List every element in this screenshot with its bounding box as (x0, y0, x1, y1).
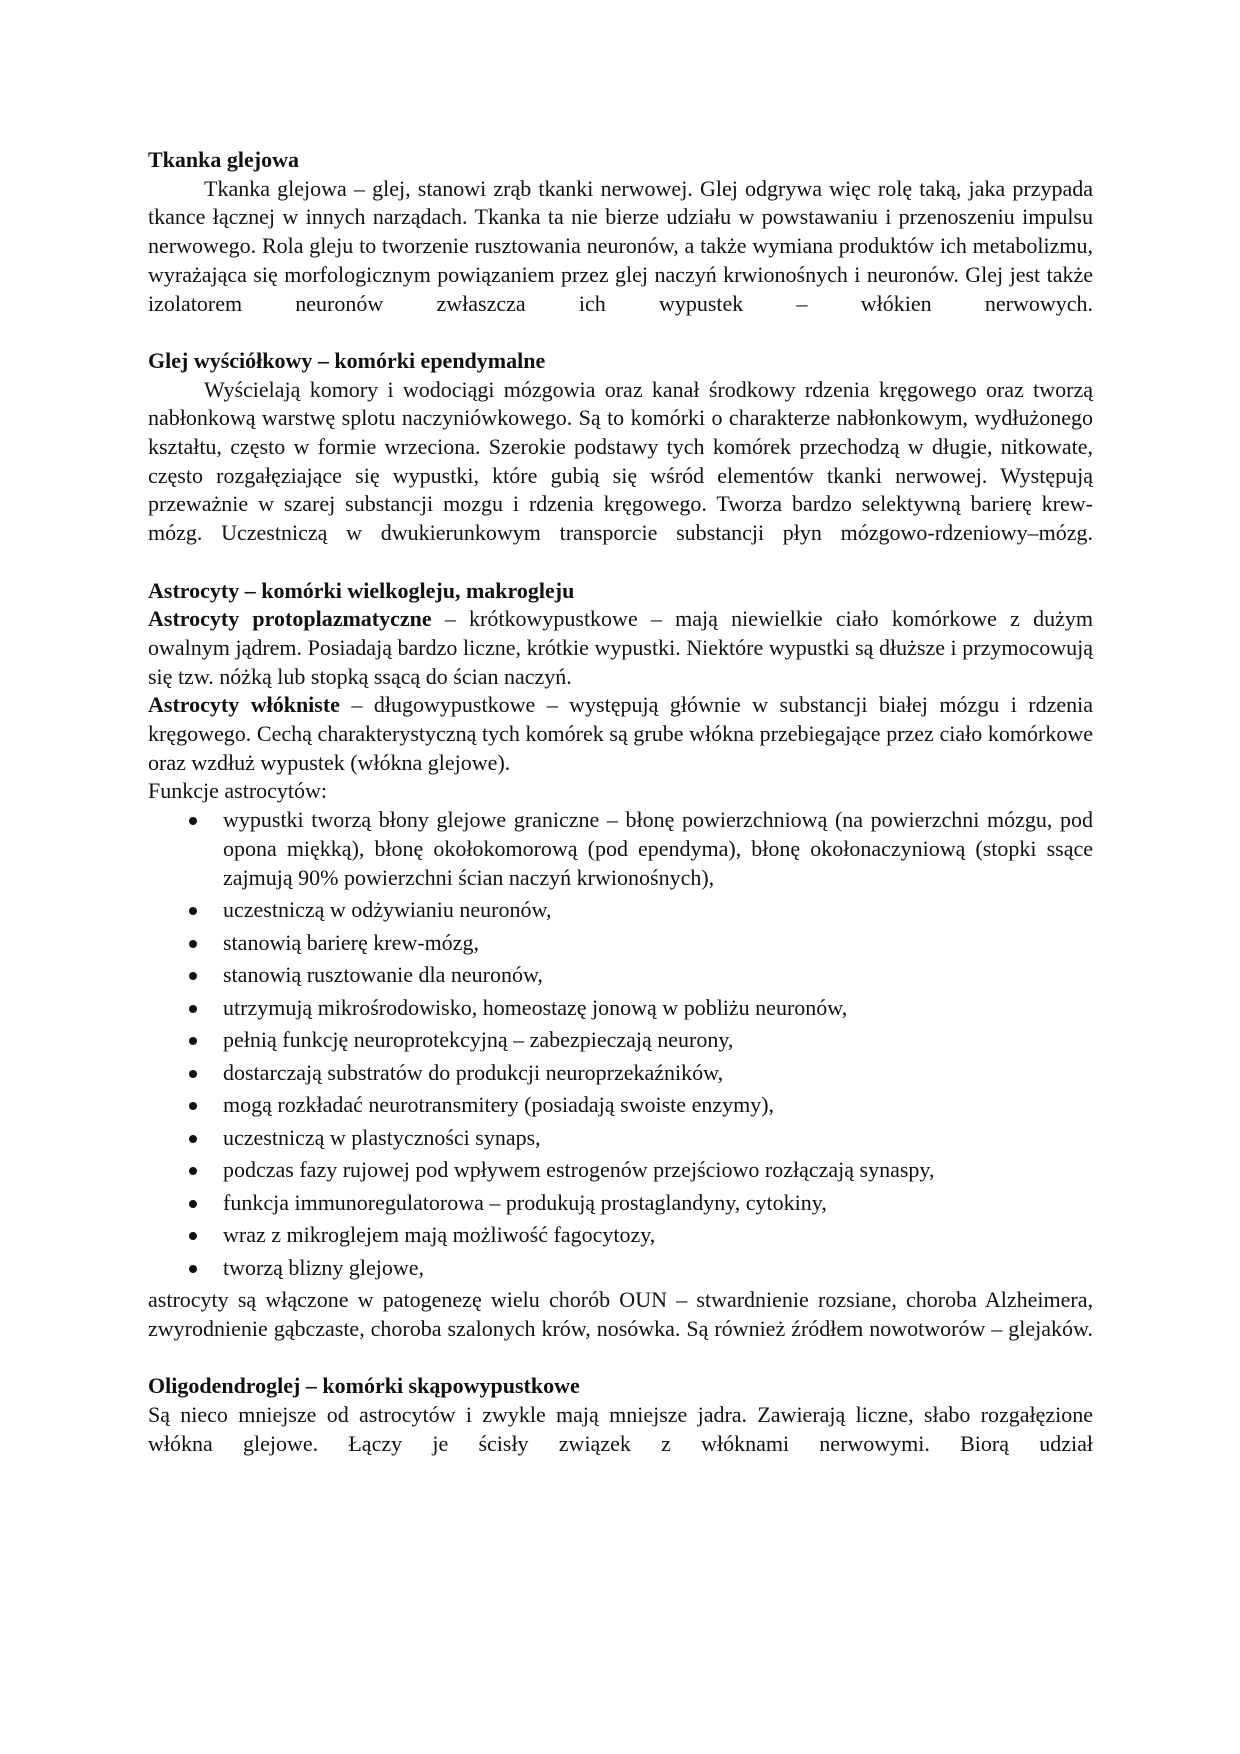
document-page (148, 146, 1093, 1458)
bullet-icon (189, 1135, 197, 1143)
bullet-icon (189, 972, 197, 980)
term-astrocyty-protoplazmatyczne: Astrocyty protoplazmatyczne (148, 606, 432, 632)
label-funkcje-astrocytow: Funkcje astrocytów: (148, 778, 328, 804)
paragraph-astrocyty-choroby: astrocyty są włączone w patogenezę wielu chorób OUN – stwardnienie rozsiane, choroba Alzheimera, zwyrodnienie gąbczaste, choroba szalonych krów, nosówka. Są również źródłem nowotworów – glejaków. (148, 1287, 1093, 1341)
list-item-text: wraz z mikroglejem mają możliwość fagocytozy, (223, 1222, 656, 1248)
spacer (148, 1343, 1093, 1372)
list-item (148, 1156, 1093, 1185)
definition-astrocyty-wlokniste: – długowypustkowe – występują głównie w substancji białej mózgu i rdzenia kręgowego. Cechą charakterystyczną tych komórek są grube włókna przebiegające przez ciało komórkowe oraz wzdłuż wypustek (włókna glejowe). (148, 692, 1094, 775)
list-item-text: wypustki tworzą błony glejowe graniczne – błonę powierzchniową (na powierzchni mózgu, pod opona miękką), błonę okołokomorową (pod ependyma), błonę okołonaczyniową (stopki ssące zajmują 90% powierzchni ścian naczyń krwionośnych), (223, 807, 1093, 890)
functions-list (148, 806, 1093, 1282)
paragraph-glej-wysciolkowy: Wyścielają komory i wodociągi mózgowia oraz kanał środkowy rdzenia kręgowego oraz tworzą nabłonkową warstwę splotu naczyniówkowego. Są to komórki o charakterze nabłonkowym, wydłużonego kształtu, często w formie wrzeciona. Szerokie podstawy tych komórek przechodzą w długie, nitkowate, często rozgałęziające się wypustki, które gubią się wśród elementów tkanki nerwowej. Występują przeważnie w szarej substancji mozgu i rdzenia kręgowego. Tworza bardzo selektywną barierę krew-mózg. Uczestniczą w dwukierunkowym transporcie substancji płyn mózgowo-rdzeniowy–mózg. (148, 376, 1093, 546)
bullet-icon (189, 817, 197, 825)
bullet-icon (189, 1200, 197, 1208)
list-item (148, 1091, 1093, 1120)
bullet-icon (189, 1070, 197, 1078)
list-item (148, 961, 1093, 990)
spacer (148, 548, 1093, 577)
list-item (148, 1254, 1093, 1283)
list-item-text: uczestniczą w odżywianiu neuronów, (223, 897, 552, 923)
heading-tkanka-glejowa: Tkanka glejowa (148, 147, 299, 172)
bullet-icon (189, 1167, 197, 1175)
spacer (148, 318, 1093, 347)
list-item-text: stanowią rusztowanie dla neuronów, (223, 962, 543, 988)
list-item-text: mogą rozkładać neurotransmitery (posiadają swoiste enzymy), (223, 1092, 775, 1118)
paragraph-oligodendroglej: Są nieco mniejsze od astrocytów i zwykle mają mniejsze jadra. Zawierają liczne, słabo rozgałęzione włókna glejowe. Łączy je ścisły związek z włóknami nerwowymi. Biorą udział (148, 1401, 1093, 1456)
heading-astrocyty: Astrocyty – komórki wielkogleju, makrogleju (148, 577, 575, 603)
bullet-icon (189, 1265, 197, 1273)
paragraph-astrocyty-wlokniste (148, 691, 1093, 777)
list-item-text: uczestniczą w plastyczności synaps, (223, 1124, 541, 1150)
list-item-text: pełnią funkcję neuroprotekcyjną – zabezpieczają neurony, (223, 1027, 734, 1053)
bullet-icon (189, 940, 197, 948)
definition-astrocyty-protoplazmatyczne: – krótkowypustkowe – mają niewielkie ciało komórkowe z dużym owalnym jądrem. Posiadają bardzo liczne, krótkie wypustki. Niektóre wypustki są dłuższe i przymocowują się tzw. nóżką lub stopką ssącą do ścian naczyń. (148, 606, 1093, 689)
list-item (148, 994, 1093, 1023)
heading-oligodendroglej: Oligodendroglej – komórki skąpowypustkowe (148, 1373, 580, 1399)
list-item (148, 1026, 1093, 1055)
list-item-text: stanowią barierę krew-mózg, (223, 929, 479, 955)
list-item (148, 1124, 1093, 1153)
list-item-text: podczas fazy rujowej pod wpływem estrogenów przejściowo rozłączają synaspy, (223, 1157, 935, 1183)
list-item (148, 806, 1093, 892)
heading-glej-wysciolkowy: Glej wyściółkowy – komórki ependymalne (148, 347, 546, 373)
list-item (148, 896, 1093, 925)
list-item (148, 1189, 1093, 1218)
bullet-icon (189, 1005, 197, 1013)
list-item-text: tworzą blizny glejowe, (223, 1254, 424, 1280)
paragraph-tkanka-glejowa: Tkanka glejowa – glej, stanowi zrąb tkanki nerwowej. Glej odgrywa więc rolę taką, jaka przypada tkance łącznej w innych narządach. Tkanka ta nie bierze udziału w powstawaniu i przenoszeniu impulsu nerwowego. Rola gleju to tworzenie rusztowania neuronów, a także wymiana produktów ich metabolizmu, wyrażająca się morfologicznym powiązaniem przez glej naczyń krwionośnych i neuronów. Glej jest także izolatorem neuronów zwłaszcza ich wypustek – włókien nerwowych. (148, 175, 1093, 316)
list-item-text: dostarczają substratów do produkcji neuroprzekaźników, (223, 1059, 724, 1085)
term-astrocyty-wlokniste: Astrocyty włókniste (148, 692, 340, 718)
list-item (148, 1221, 1093, 1250)
bullet-icon (189, 1037, 197, 1045)
list-item (148, 929, 1093, 958)
bullet-icon (189, 1102, 197, 1110)
list-item (148, 1059, 1093, 1088)
bullet-icon (189, 1232, 197, 1240)
paragraph-astrocyty-protoplazmatyczne (148, 605, 1093, 691)
bullet-icon (189, 907, 197, 915)
list-item-text: utrzymują mikrośrodowisko, homeostazę jonową w pobliżu neuronów, (223, 994, 848, 1020)
list-item-text: funkcja immunoregulatorowa – produkują prostaglandyny, cytokiny, (223, 1189, 827, 1215)
